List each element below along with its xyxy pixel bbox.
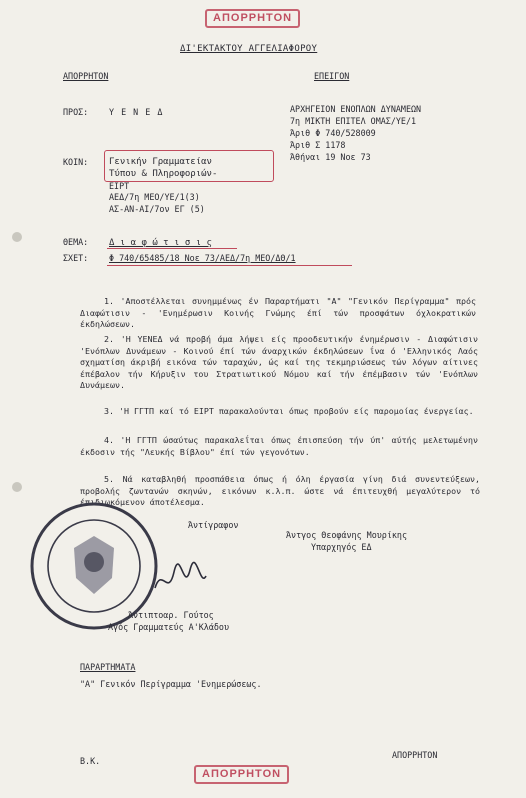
ink-underline (107, 265, 352, 266)
handwritten-signature (150, 558, 210, 602)
left-signatory-title: Αγός Γραμματεύς Α'Κλάδου (108, 622, 230, 632)
left-signatory-name: Άντιπτοαρ. Γούτος (128, 610, 214, 620)
delivery-method: ΔΙ'ΕΚΤΑΚΤΟΥ ΑΓΓΕΛΙΑΦΟΡΟΥ (180, 44, 318, 54)
footer-classification: ΑΠΟΡΡΗΤΟΝ (392, 750, 438, 760)
copy-recipient: Γενικήν Γραμματείαν (109, 157, 212, 167)
sender-line: 7η ΜΙΚΤΗ ΕΠΙΤΕΛ ΟΜΑΣ/ΥΕ/1 (290, 116, 417, 126)
protocol-number: Άριθ Σ 1178 (290, 140, 346, 150)
classification-left: ΑΠΟΡΡΗΤΟΝ (63, 71, 109, 81)
ink-underline (107, 248, 237, 249)
subject-label: ΘΕΜΑ: (63, 237, 89, 247)
to-value: Υ Ε Ν Ε Δ (109, 107, 164, 117)
body-paragraph: 4. 'Η ΓΓΤΠ ώσαύτως παρακαλεΐται όπως έπισπεύση τήν ύπ' αύτής μελετωμένην έκδοσιν τής "Λευκής Βίβλου" έπί τών γεγονότων. (80, 435, 478, 457)
document-date: Άθήναι 19 Νοε 73 (290, 152, 371, 162)
annex-item: "Α" Γενικόν Περίγραμμα 'Ενημερώσεως. (80, 679, 262, 689)
sender-line: ΑΡΧΗΓΕΙΟΝ ΕΝΟΠΛΩΝ ΔΥΝΑΜΕΩΝ (290, 104, 422, 114)
classification-stamp-bottom: ΑΠΟΡΡΗΤΟΝ (194, 765, 289, 784)
body-paragraph: 1. 'Αποστέλλεται συνημμένως έν Παραρτήματι "Α" "Γενικόν Περίγραμμα" πρός Διαφώτισιν - 'Ενημέρωσιν Κοινής Γνώμης έπί τών προσφάτων όχλοκρατικών έκδηλώσεων. (80, 296, 476, 330)
body-paragraph: 3. 'Η ΓΓΤΠ καί τό ΕΙΡΤ παρακαλούνται όπως προβούν είς παρομοίας ένεργείας. (104, 406, 474, 416)
copy-recipient: ΑΕΔ/7η ΜΕΟ/ΥΕ/1(3) (109, 192, 200, 202)
copy-label: ΚΟΙΝ: (63, 157, 89, 167)
classification-stamp-top: ΑΠΟΡΡΗΤΟΝ (205, 9, 300, 28)
classification-right: ΕΠΕΙΓΟΝ (314, 71, 350, 81)
annex-label: ΠΑΡΑΡΤΗΜΑΤΑ (80, 662, 136, 672)
copy-mark: Άντίγραφον (188, 520, 239, 530)
subject-value: Δ ι α φ ώ τ ι σ ι ς (109, 238, 212, 248)
protocol-number: Άριθ Φ 740/528009 (290, 128, 376, 138)
copy-recipient: ΑΣ-ΑΝ-ΑΙ/7ον ΕΓ (5) (109, 204, 205, 214)
right-signatory-title: Υπαρχηγός ΕΔ (311, 542, 372, 552)
copy-recipient: Τύπου & Πληροφοριών- (109, 169, 218, 179)
copy-recipient: ΕΙΡΤ (109, 181, 130, 191)
to-label: ΠΡΟΣ: (63, 107, 89, 117)
punch-hole (12, 232, 22, 242)
punch-hole (12, 482, 22, 492)
right-signatory-name: Άντγος Θεοφάνης Μουρίκης (286, 530, 408, 540)
reference-label: ΣΧΕΤ: (63, 253, 89, 263)
footer-initials: Β.Κ. (80, 756, 101, 766)
reference-value: Φ 740/65485/18 Νοε 73/ΑΕΔ/7η ΜΕΟ/ΔΘ/1 (109, 253, 296, 263)
body-paragraph: 2. 'Η ΥΕΝΕΔ νά προβή άμα λήψει είς προοδευτικήν ένημέρωσιν - Διαφώτισιν 'Ενόπλων Δυνάμεων - Κοινού έπί τών άναρχικών έκδηλώσεων ΐνα ό 'Ελληνικός Λαός σχηματίση άκριβή εικόνα τών ταραχών, ώς καί της τεκμηριώσεως τών λόγων αίτινες έπέβαλον τήν Κήρυξιν του Στρατιωτικού Νόμου καί τήν έπέμβασιν τών 'Ενόπλων Δυνάμεων. (80, 334, 478, 391)
body-paragraph: 5. Νά καταβληθή προσπάθεια όπως ή όλη έργασία γίνη διά συνεντεύξεων, προβολής ζωντανών σκηνών, εικόνων κ.λ.π. ώστε νά έπιτευχθή μεγαλύτερον τό έπιδιωκόμενον άποτέλεσμα. (80, 474, 480, 508)
